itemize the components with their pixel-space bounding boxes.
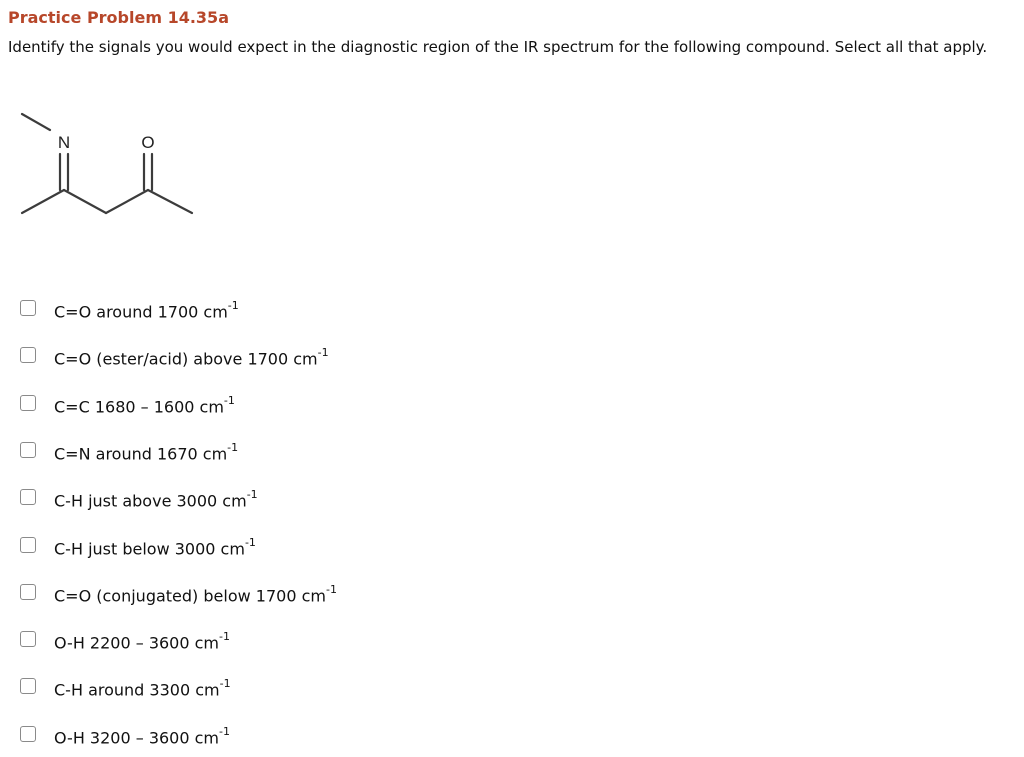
checkbox[interactable] bbox=[20, 726, 36, 742]
problem-title: Practice Problem 14.35a bbox=[8, 8, 229, 27]
option-cc-1680-1600[interactable] bbox=[16, 390, 616, 420]
molecule-structure bbox=[0, 100, 220, 230]
checkbox[interactable] bbox=[20, 347, 36, 363]
option-label: C=C 1680 – 1600 $cm^{-1}$ bbox=[54, 394, 235, 417]
option-oh-2200-3600[interactable] bbox=[16, 626, 616, 656]
bond-right-methyl bbox=[148, 190, 192, 213]
atom-n-label: N bbox=[57, 133, 71, 152]
checkbox[interactable] bbox=[20, 678, 36, 694]
option-label: C=N around 1670 $cm^{-1}$ bbox=[54, 441, 239, 464]
option-label: C-H just below 3000 $cm^{-1}$ bbox=[54, 536, 256, 559]
option-label: C-H just above 3000 $cm^{-1}$ bbox=[54, 488, 258, 511]
option-label: O-H 2200 – 3600 $cm^{-1}$ bbox=[54, 630, 230, 653]
option-co-conjugated[interactable] bbox=[16, 579, 616, 609]
option-ch-above-3000[interactable] bbox=[16, 484, 616, 514]
checkbox[interactable] bbox=[20, 442, 36, 458]
bond-n-methyl bbox=[22, 114, 50, 130]
checkbox[interactable] bbox=[20, 537, 36, 553]
option-label: C=O (ester/acid) above 1700 $cm^{-1}$ bbox=[54, 346, 329, 369]
option-co-around-1700[interactable] bbox=[16, 295, 616, 325]
checkbox[interactable] bbox=[20, 395, 36, 411]
checkbox[interactable] bbox=[20, 584, 36, 600]
bond-c-ch2 bbox=[64, 190, 106, 213]
bond-ch2-co bbox=[106, 190, 148, 213]
option-label: C=O around 1700 $cm^{-1}$ bbox=[54, 299, 239, 322]
question-text: Identify the signals you would expect in the diagnostic region of the IR spectrum for the following compound. Select all that apply. bbox=[8, 38, 988, 56]
option-label: O-H 3200 – 3600 $cm^{-1}$ bbox=[54, 725, 230, 748]
option-ch-around-3300[interactable] bbox=[16, 673, 616, 703]
option-co-ester-acid[interactable] bbox=[16, 342, 616, 372]
checkbox[interactable] bbox=[20, 631, 36, 647]
option-cn-around-1670[interactable] bbox=[16, 437, 616, 467]
option-label: C-H around 3300 $cm^{-1}$ bbox=[54, 677, 231, 700]
option-oh-3200-3600[interactable] bbox=[16, 721, 616, 751]
atom-o-label: O bbox=[141, 133, 155, 152]
checkbox[interactable] bbox=[20, 300, 36, 316]
bond-left-methyl bbox=[22, 190, 64, 213]
checkbox[interactable] bbox=[20, 489, 36, 505]
option-ch-below-3000[interactable] bbox=[16, 532, 616, 562]
option-label: C=O (conjugated) below 1700 $cm^{-1}$ bbox=[54, 583, 337, 606]
